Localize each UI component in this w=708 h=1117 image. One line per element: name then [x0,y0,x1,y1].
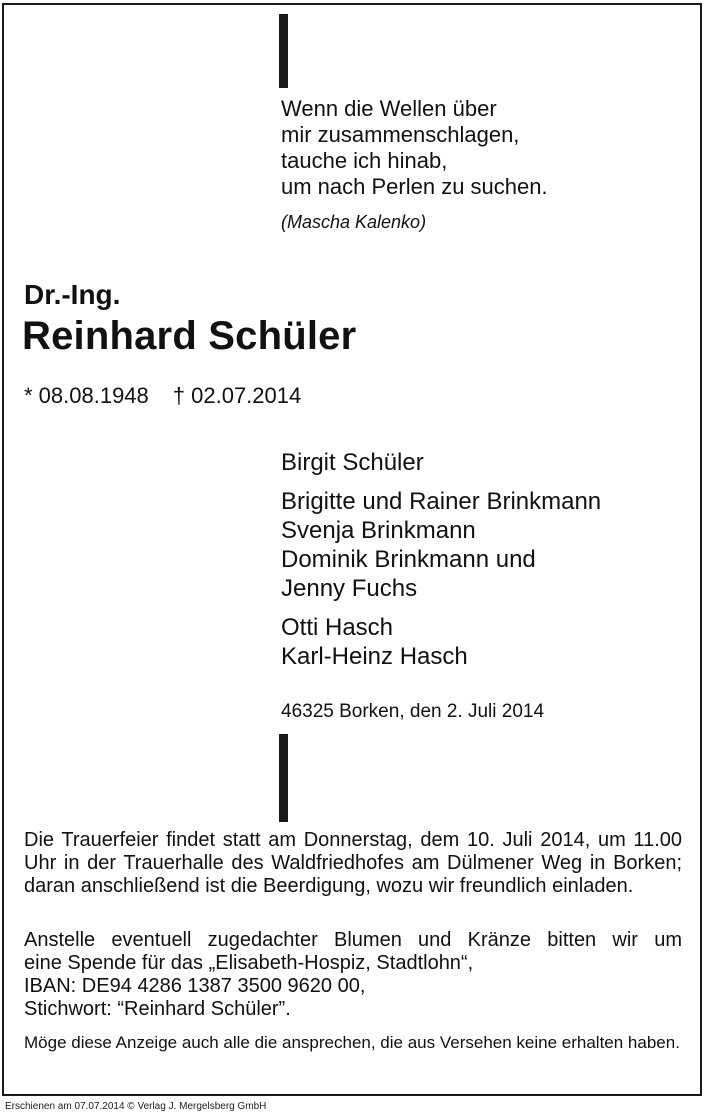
mourner-name: Otti Hasch [281,614,394,641]
birth-date: * 08.08.1948 [24,383,149,408]
donation-iban: IBAN: DE94 4286 1387 3500 9620 00, [24,975,366,997]
mourner-name: Brigitte und Rainer Brinkmann [281,488,602,515]
decorative-bar-top [279,14,288,88]
life-dates [24,383,301,409]
poem-line: um nach Perlen zu suchen. [281,174,548,199]
deceased-name: Reinhard Schüler [22,314,357,358]
publication-footer: Erschienen am 07.07.2014 © Verlag J. Mergelsberg GmbH [5,1101,267,1112]
poem-line: mir zusammenschlagen, [281,122,520,147]
closing-note: Möge diese Anzeige auch alle die ansprechen, die aus Versehen keine erhalten haben. [24,1033,680,1052]
donation-line: eine Spende für das „Elisabeth-Hospiz, Stadtlohn“, [24,952,474,974]
mourner-name: Karl-Heinz Hasch [281,643,468,670]
mourner-name: Svenja Brinkmann [281,517,476,544]
donation-line: Anstelle eventuell zugedachter Blumen und Kränze bitten wir um [24,929,682,951]
donation-info [24,929,682,1021]
poem [281,96,548,200]
donation-keyword: Stichwort: “Reinhard Schüler”. [24,998,291,1020]
mourner-group [281,448,601,477]
mourner-group [281,613,601,671]
mourner-name: Jenny Fuchs [281,575,418,602]
poem-line: Wenn die Wellen über [281,96,497,121]
funeral-info: Die Trauerfeier findet statt am Donnerstag, dem 10. Juli 2014, um 11.00 Uhr in der Trauerhalle des Waldfriedhofes am Dülmener Weg in Borken; daran anschließend ist die Beerdigung, wozu wir freundlich einladen. [24,829,682,897]
mourner-group [281,487,601,603]
poem-author: (Mascha Kalenko) [281,212,427,232]
mourner-name: Dominik Brinkmann und [281,546,536,573]
academic-title: Dr.-Ing. [24,279,121,310]
death-date: † 02.07.2014 [172,383,302,408]
mourners-list [281,448,601,681]
poem-line: tauche ich hinab, [281,148,448,173]
mourner-name: Birgit Schüler [281,449,424,476]
place-and-date: 46325 Borken, den 2. Juli 2014 [281,701,545,722]
decorative-bar-middle [279,734,288,822]
